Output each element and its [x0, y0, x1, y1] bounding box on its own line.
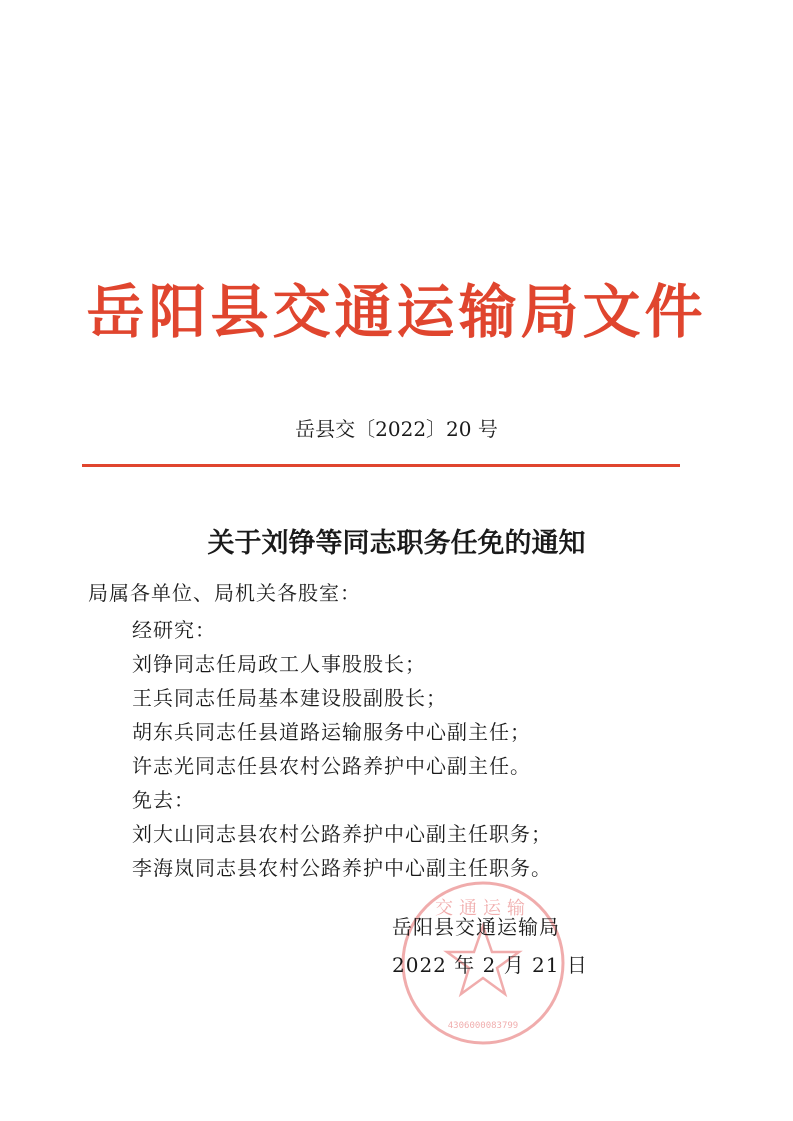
body-line: 刘大山同志县农村公路养护中心副主任职务；	[132, 822, 552, 846]
signature-block	[392, 908, 612, 984]
notice-body	[132, 613, 552, 885]
signature-date: 2022 年 2 月 21 日	[392, 953, 588, 977]
seal-text-bottom: 4306000083799	[447, 1021, 519, 1031]
body-line: 胡东兵同志任县道路运输服务中心副主任；	[132, 720, 531, 744]
body-line: 李海岚同志县农村公路养护中心副主任职务。	[132, 856, 552, 880]
document-header-title: 岳阳县交通运输局文件	[86, 278, 707, 346]
body-line: 刘铮同志任局政工人事股股长；	[132, 652, 426, 676]
body-line: 免去：	[132, 788, 195, 812]
document-number: 岳县交〔2022〕20 号	[295, 417, 498, 441]
salutation: 局属各单位、局机关各股室：	[88, 581, 361, 605]
body-line: 许志光同志任县农村公路养护中心副主任。	[132, 754, 531, 778]
notice-title: 关于刘铮等同志职务任免的通知	[207, 528, 586, 559]
seal-text-top: 交通运输	[435, 898, 531, 919]
body-line: 经研究：	[132, 618, 216, 642]
body-line: 王兵同志任局基本建设股副股长；	[132, 686, 447, 710]
red-divider	[82, 464, 680, 467]
signature-org: 岳阳县交通运输局	[392, 915, 560, 939]
